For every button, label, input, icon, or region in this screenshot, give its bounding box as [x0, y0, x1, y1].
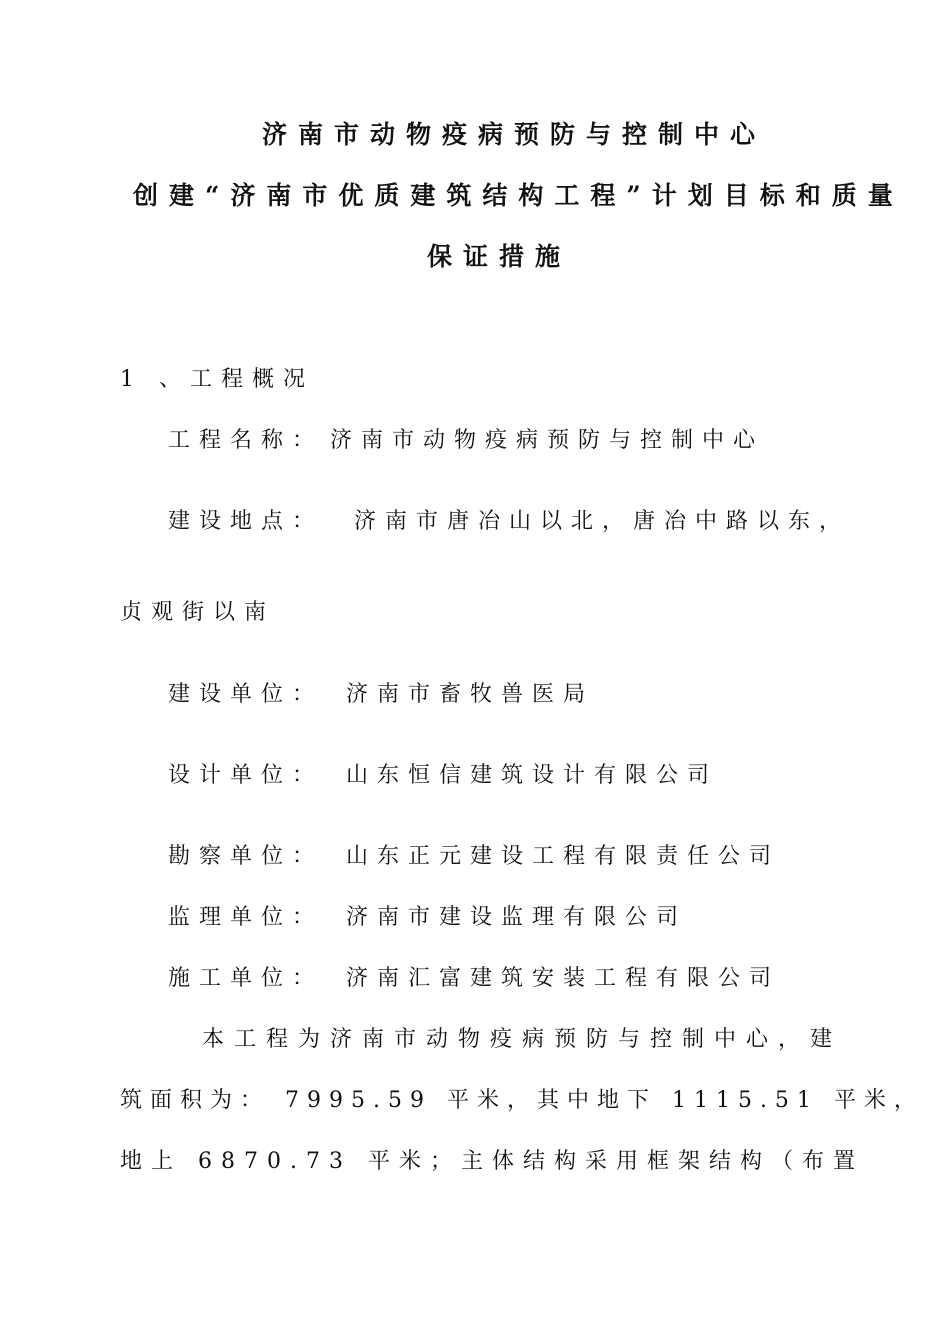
supervisor-value: 济南市建设监理有限公司 [346, 905, 688, 930]
title-line-2: 创建“济南市优质建筑结构工程”计划目标和质量 [133, 181, 904, 210]
section-heading: 1 、工程概况 [120, 367, 314, 392]
title-line-1: 济南市动物疫病预防与控制中心 [262, 120, 767, 149]
supervisor-label: 监理单位： [168, 905, 324, 930]
paragraph-line-3: 地上 6870.73 平米；主体结构采用框架结构（布置 [120, 1149, 864, 1174]
owner-label: 建设单位： [168, 682, 324, 707]
location-value-line-2: 贞观街以南 [120, 600, 276, 625]
contractor-label: 施工单位： [168, 966, 324, 991]
owner-value: 济南市畜牧兽医局 [346, 682, 595, 707]
project-name-value: 济南市动物疫病预防与控制中心 [330, 428, 765, 453]
location-label: 建设地点： [168, 509, 324, 534]
project-name-label: 工程名称： [168, 428, 324, 453]
surveyor-value: 山东正元建设工程有限责任公司 [346, 844, 781, 869]
designer-value: 山东恒信建筑设计有限公司 [346, 763, 719, 788]
location-value-line-1: 济南市唐冶山以北，唐冶中路以东， [354, 509, 851, 534]
contractor-value: 济南汇富建筑安装工程有限公司 [346, 966, 781, 991]
paragraph-line-1: 本工程为济南市动物疫病预防与控制中心，建 [202, 1027, 843, 1052]
surveyor-label: 勘察单位： [168, 844, 324, 869]
paragraph-line-2: 筑面积为： 7995.59 平米，其中地下 1115.51 平米， [120, 1088, 924, 1113]
title-line-3: 保证措施 [427, 242, 572, 271]
designer-label: 设计单位： [168, 763, 324, 788]
